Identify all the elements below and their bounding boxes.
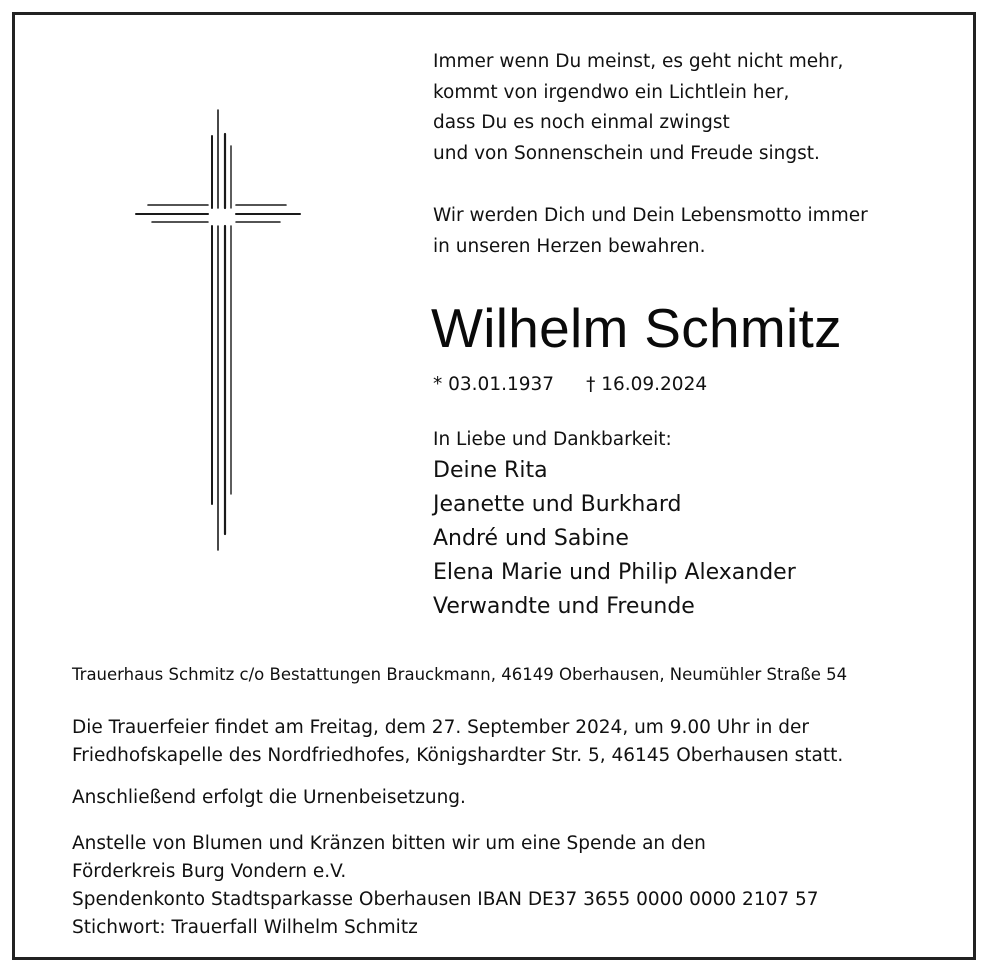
donation-line: Spendenkonto Stadtsparkasse Oberhausen IBAN DE37 3655 0000 0000 2107 57 [72, 889, 819, 910]
ceremony-line: Friedhofskapelle des Nordfriedhofes, Königshardter Str. 5, 46145 Oberhausen statt. [72, 745, 844, 766]
donation-line: Anstelle von Blumen und Kränzen bitten wir um eine Spende an den [72, 833, 706, 854]
donation-line: Stichwort: Trauerfall Wilhelm Schmitz [72, 917, 418, 938]
poem-line: Immer wenn Du meinst, es geht nicht mehr, [433, 51, 844, 72]
ceremony-info [72, 714, 843, 770]
deceased-name: Wilhelm Schmitz [431, 297, 842, 359]
motto-line: in unseren Herzen bewahren. [433, 235, 706, 257]
family-member: Deine Rita [433, 458, 548, 483]
mourning-address: Trauerhaus Schmitz c/o Bestattungen Brauckmann, 46149 Oberhausen, Neumühler Straße 54 [72, 665, 848, 684]
poem [433, 47, 843, 169]
motto-line: Wir werden Dich und Dein Lebensmotto immer [433, 205, 868, 226]
birth-date: * 03.01.1937 [433, 374, 555, 395]
thanks-intro: In Liebe und Dankbarkeit: [433, 429, 672, 450]
poem-line: kommt von irgendwo ein Lichtlein her, [433, 81, 790, 103]
family-member: Jeanette und Burkhard [433, 492, 682, 517]
poem-line: dass Du es noch einmal zwingst [433, 112, 730, 133]
donation-line: Förderkreis Burg Vondern e.V. [72, 861, 347, 882]
cross-icon [130, 104, 310, 554]
motto [433, 201, 868, 262]
death-date: † 16.09.2024 [586, 374, 708, 395]
family-member: André und Sabine [433, 526, 629, 551]
urn-burial-info: Anschließend erfolgt die Urnenbeisetzung. [72, 787, 466, 808]
family-member: Elena Marie und Philip Alexander [433, 560, 796, 585]
family-list [433, 454, 796, 624]
family-member: Verwandte und Freunde [433, 594, 695, 619]
ceremony-line: Die Trauerfeier findet am Freitag, dem 27. September 2024, um 9.00 Uhr in der [72, 717, 810, 738]
life-dates [433, 371, 707, 399]
poem-line: und von Sonnenschein und Freude singst. [433, 142, 820, 164]
donation-info [72, 830, 819, 942]
